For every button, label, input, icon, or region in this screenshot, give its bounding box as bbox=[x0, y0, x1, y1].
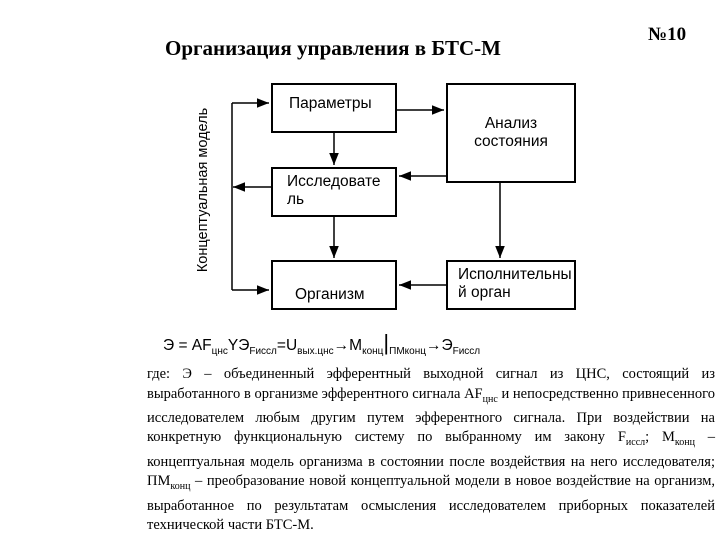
formula-sub-1: цнс bbox=[211, 346, 228, 358]
researcher-block bbox=[271, 167, 397, 217]
formula-sub-6: Fиссл bbox=[452, 346, 481, 358]
slide-number: №10 bbox=[648, 24, 687, 45]
formula-part-6: →Э bbox=[425, 337, 453, 354]
formula-part-3: =U bbox=[276, 337, 298, 354]
desc-text-1: где: Э – объединенный эфферентный выходной сигнал из ЦНС, состоящий из выработанного в организме эфферентного сигнала AF bbox=[147, 366, 715, 402]
description-paragraph bbox=[147, 365, 715, 536]
diagram-title: Организация управления в БТС-М bbox=[165, 36, 501, 60]
formula-sub-3: вых.цнс bbox=[297, 346, 334, 358]
executive-organ-block bbox=[446, 260, 576, 310]
formula-sub-4: конц bbox=[362, 346, 384, 358]
desc-text-3: ; M bbox=[645, 429, 675, 446]
concept-model-label: Концептуальная модель bbox=[195, 107, 211, 273]
parameters-block bbox=[271, 83, 397, 133]
formula bbox=[163, 330, 480, 357]
desc-text-5: – преобразование новой концептуальной модели в новое воздействие на организм, выработанное по результатам осмысления исследователем приборных показателей технической части БТС-М. bbox=[147, 473, 715, 534]
formula-sub-5: ПМконц bbox=[389, 346, 426, 358]
desc-sub-1: цнс bbox=[482, 393, 498, 405]
desc-sub-3: конц bbox=[674, 437, 695, 449]
state-analysis-block bbox=[446, 83, 576, 183]
desc-text-4: – концептуальная модель организма в состоянии после воздействия на него исследователя; ПМ bbox=[147, 429, 715, 490]
desc-sub-2: иссл bbox=[625, 437, 646, 449]
organism-block bbox=[271, 260, 397, 310]
parameters-label: Параметры bbox=[289, 95, 372, 112]
formula-part-1: Э = AF bbox=[163, 337, 212, 354]
formula-part-2: YЭ bbox=[227, 337, 250, 354]
desc-sub-4: конц bbox=[170, 481, 191, 493]
desc-text-2: и непосредственно привнесенного исследователем любым другим путем эфферентного сигнала. При воздействии на конкретную функциональную систему по выбранному им закону F bbox=[147, 385, 715, 446]
state-analysis-label: Анализ состояния bbox=[474, 115, 548, 150]
researcher-label: Исследовате ль bbox=[287, 173, 381, 208]
formula-part-4: →M bbox=[333, 337, 363, 354]
formula-sub-2: Fиссл bbox=[249, 346, 277, 358]
executive-organ-label: Исполнительны й орган bbox=[458, 266, 572, 301]
organism-label: Организм bbox=[295, 286, 365, 303]
formula-part-5: | bbox=[383, 330, 390, 355]
